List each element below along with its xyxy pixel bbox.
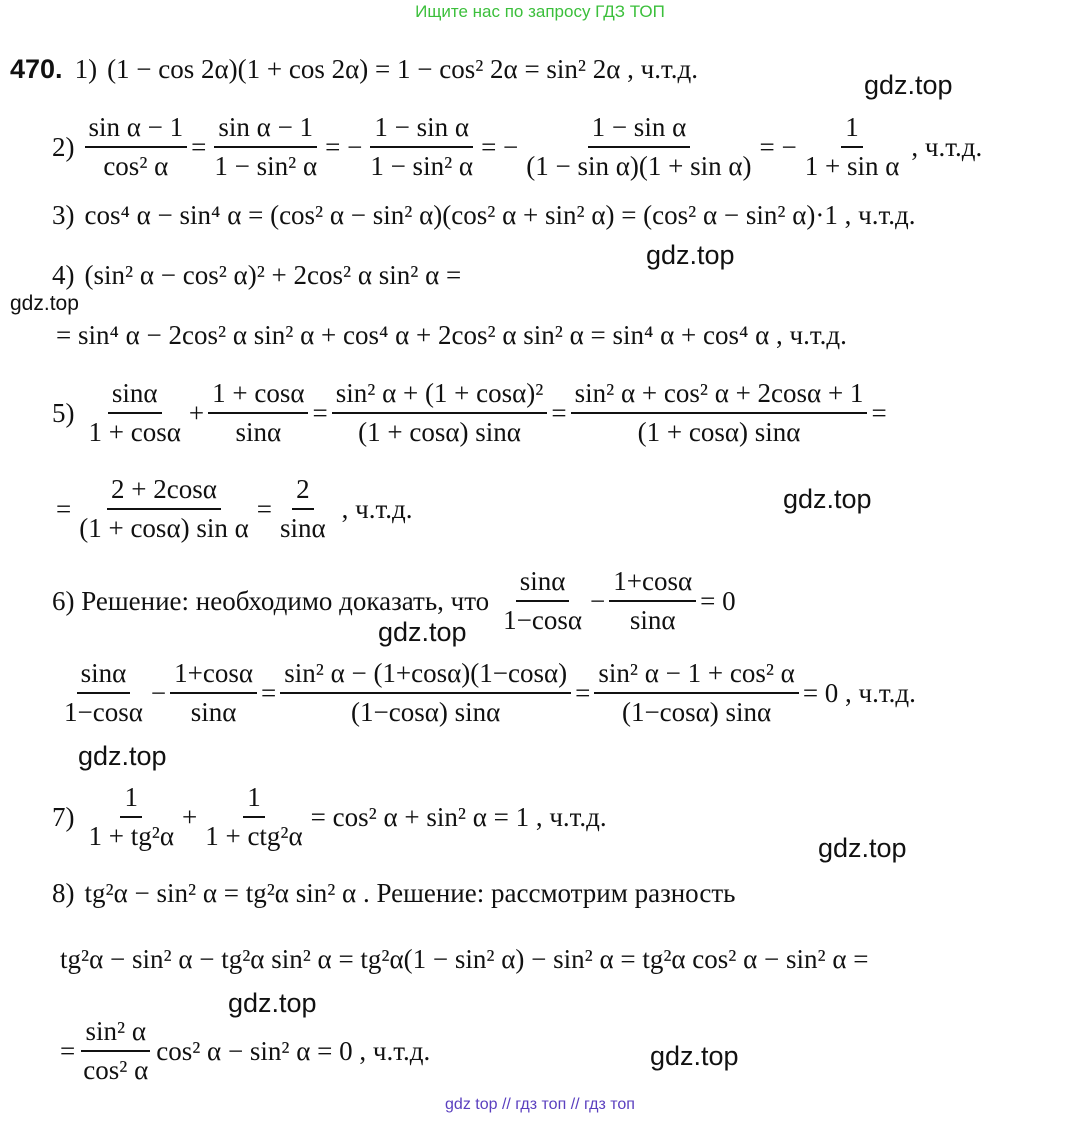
minus-sign: − [150,677,167,708]
equals-sign: = [256,493,272,524]
numerator: 1 + cosα [208,378,308,413]
denominator: 1 + cosα [88,416,181,447]
numerator: 2 [292,474,314,509]
denominator: 1 + sin α [804,150,900,181]
plus-sign: + [188,397,205,428]
numerator: sin² α + cos² α + 2cosα + 1 [571,378,868,413]
item-1 [10,52,698,86]
item-8-end: cos² α − sin² α = 0 , ч.т.д. [156,1035,431,1066]
item-8-line3 [60,1014,430,1088]
equals-sign: = [191,131,207,162]
item-4-label: 4) [52,259,75,290]
item-2 [52,112,982,182]
denominator: cos² α [103,150,169,181]
equals-sign: = [312,397,328,428]
numerator: 1+cosα [170,658,257,693]
numerator: 1 [841,112,863,147]
item-3-label: 3) [52,199,75,230]
denominator: cos² α [83,1054,149,1085]
numerator: 1 [243,782,265,817]
item-4 [52,258,461,292]
item-6 [52,564,736,638]
denominator: 1 − sin² α [370,150,474,181]
item-5-cont [56,472,412,546]
watermark: gdz.top [378,617,467,647]
item-5-label: 5) [52,397,75,428]
denominator: (1 + cosα) sinα [637,416,801,447]
numerator: 2 + 2cosα [107,474,221,509]
denominator: 1 + tg²α [88,820,174,851]
item-5 [52,376,887,450]
watermark: gdz.top [78,741,167,771]
item-7-label: 7) [52,801,75,832]
numerator: 1 − sin α [588,112,691,147]
equals-sign: = − [325,131,363,162]
numerator: sinα [516,566,570,601]
item-7 [52,780,607,854]
denominator: sinα [279,512,326,543]
watermark: gdz.top [228,988,317,1018]
denominator: sinα [629,604,676,635]
watermark: gdz.top [818,833,907,863]
equals-sign: = [260,677,277,708]
numerator: sin α − 1 [85,112,188,147]
minus-sign: − [590,585,606,616]
denominator: 1 + ctg²α [205,820,303,851]
qed-text: = 0 , ч.т.д. [802,677,916,708]
denominator: sinα [190,696,237,727]
item-3-text: cos⁴ α − sin⁴ α = (cos² α − sin² α)(cos² α + sin² α) = (cos² α − sin² α)·1 , ч.т.д. [84,199,916,230]
denominator: (1 − sin α)(1 + sin α) [526,150,752,181]
watermark: gdz.top [10,292,79,315]
zero-result: = 0 [700,585,736,616]
watermark: gdz.top [646,240,735,270]
item-7-end: = cos² α + sin² α = 1 , ч.т.д. [310,801,607,832]
numerator: sin² α − 1 + cos² α [594,658,798,693]
item-2-label: 2) [52,131,75,162]
numerator: sinα [108,378,162,413]
item-8-label: 8) [52,877,75,908]
denominator: 1−cosα [64,696,143,727]
numerator: sin² α − (1+cosα)(1−cosα) [280,658,571,693]
item-4-line2-text: = sin⁴ α − 2cos² α sin² α + cos⁴ α + 2cos² α sin² α = sin⁴ α + cos⁴ α , ч.т.д. [56,319,847,350]
equals-sign: = − [759,131,797,162]
equals-sign: = [871,397,887,428]
item-8-line2 [60,942,869,976]
item-1-label: 1) [74,53,98,84]
numerator: 1 [120,782,142,817]
denominator: (1 + cosα) sin α [79,512,249,543]
watermark: gdz.top [783,484,872,514]
numerator: 1+cosα [609,566,696,601]
numerator: sin² α [81,1016,150,1051]
denominator: 1 − sin² α [214,150,318,181]
numerator: sinα [77,658,131,693]
problem-number: 470. [10,53,63,84]
denominator: (1−cosα) sinα [621,696,772,727]
watermark: gdz.top [650,1041,739,1071]
denominator: (1 + cosα) sinα [358,416,521,447]
plus-sign: + [181,801,198,832]
item-8-line2-text: tg²α − sin² α − tg²α sin² α = tg²α(1 − sin² α) − sin² α = tg²α cos² α − sin² α = [60,943,869,974]
equals-sign: = [551,397,567,428]
item-6-proof [56,656,916,730]
header-search-link[interactable]: Ищите нас по запросу ГДЗ ТОП [415,2,665,21]
denominator: (1−cosα) sinα [351,696,501,727]
item-8-line1: tg²α − sin² α = tg²α sin² α . Решение: рассмотрим разность [84,877,736,908]
denominator: sinα [235,416,282,447]
qed-text: , ч.т.д. [911,131,983,162]
numerator: 1 − sin α [370,112,473,147]
watermark: gdz.top [864,70,953,100]
numerator: sin² α + (1 + cosα)² [332,378,548,413]
qed-text: , ч.т.д. [341,493,413,524]
denominator: 1−cosα [503,604,583,635]
equals-sign: = [60,1035,76,1066]
item-4-line2 [56,318,847,352]
item-4-line1: (sin² α − cos² α)² + 2cos² α sin² α = [84,259,462,290]
item-3 [52,198,915,232]
item-6-label: 6) Решение: необходимо доказать, что [52,585,490,616]
item-1-text: (1 − cos 2α)(1 + cos 2α) = 1 − cos² 2α = sin² 2α , ч.т.д. [107,53,699,84]
equals-sign: = − [481,131,519,162]
footer-links[interactable]: gdz top // гдз топ // гдз топ [445,1096,635,1113]
equals-sign: = [56,493,72,524]
equals-sign: = [575,677,591,708]
item-8 [52,876,735,910]
numerator: sin α − 1 [214,112,317,147]
